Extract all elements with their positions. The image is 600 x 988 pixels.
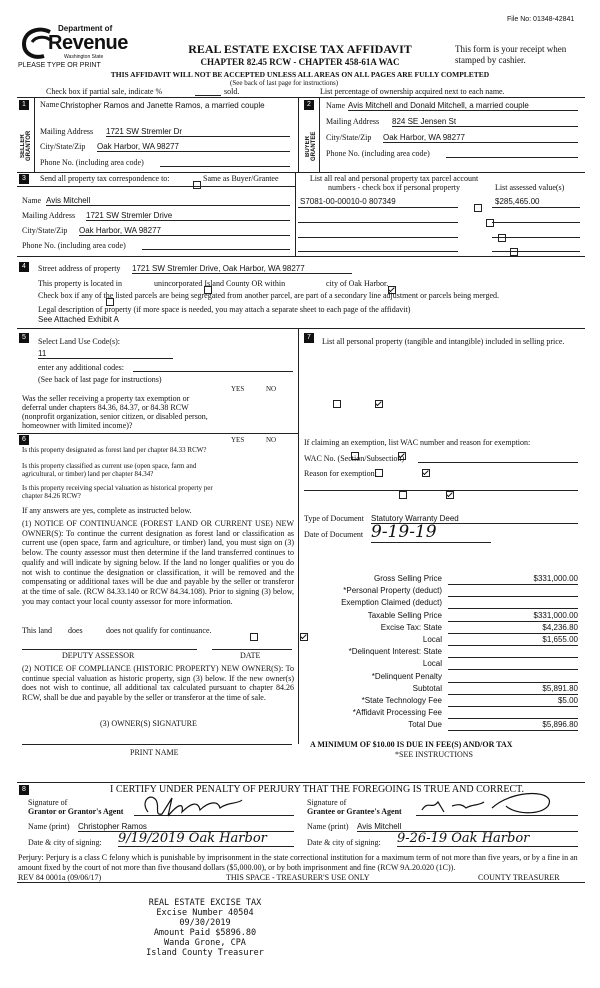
seller-phone-label: Phone No. (including area code) bbox=[40, 158, 144, 167]
form-title: REAL ESTATE EXCISE TAX AFFIDAVIT bbox=[188, 42, 412, 56]
section-8-badge: 8 bbox=[19, 785, 29, 795]
land-use-label: Select Land Use Code(s): bbox=[38, 337, 120, 346]
does-not-label: does not qualify for continuance. bbox=[106, 626, 212, 635]
tax-row-label: Excise Tax: State bbox=[380, 622, 442, 632]
print-name-label: PRINT NAME bbox=[130, 748, 179, 757]
sold-label: sold. bbox=[224, 87, 240, 96]
stamp-line: Excise Number 40504 bbox=[156, 908, 254, 918]
dor-logo bbox=[20, 22, 130, 62]
owner-signature-label: (3) OWNER(S) SIGNATURE bbox=[100, 719, 197, 728]
tax-row-value[interactable] bbox=[448, 659, 578, 670]
buyer-addr-label: Mailing Address bbox=[326, 117, 380, 126]
exemption-label: If claiming an exemption, list WAC number and reason for exemption: bbox=[304, 438, 531, 447]
section-7-badge: 7 bbox=[304, 333, 314, 343]
file-number: File No: 01348-42841 bbox=[507, 16, 575, 23]
warning: THIS AFFIDAVIT WILL NOT BE ACCEPTED UNLESS ALL AREAS ON ALL PAGES ARE FULLY COMPLETED bbox=[110, 70, 490, 79]
grantee-signature bbox=[418, 786, 568, 818]
wac-field[interactable] bbox=[418, 462, 578, 463]
located-label: This property is located in bbox=[38, 279, 122, 288]
historic-no-checkbox[interactable] bbox=[446, 491, 454, 499]
assessed-header: List assessed value(s) bbox=[495, 183, 565, 192]
same-as-buyer-label: Same as Buyer/Grantee bbox=[203, 174, 279, 183]
tax-row-value[interactable]: $5.00 bbox=[448, 696, 578, 707]
personal-property-checkbox-1[interactable] bbox=[474, 204, 482, 212]
grantee-date-city[interactable]: 9-26-19 Oak Harbor bbox=[397, 831, 578, 847]
legal-desc-label: Legal description of property (if more space is needed, you may attach a separate sheet to each page of the affidavit) bbox=[38, 305, 411, 314]
buyer-phone-label: Phone No. (including area code) bbox=[326, 149, 430, 158]
partial-sale-label: Check box if partial sale, indicate % bbox=[46, 87, 163, 96]
stamp-line: 09/30/2019 bbox=[179, 918, 231, 928]
tax-row-value[interactable] bbox=[448, 598, 578, 609]
section-1-badge: 1 bbox=[19, 100, 29, 110]
grantee-name[interactable]: Avis Mitchell bbox=[357, 822, 578, 832]
seller-name[interactable]: Christopher Ramos and Janette Ramos, a married couple bbox=[60, 101, 265, 110]
buyer-city-label: City/State/Zip bbox=[326, 133, 372, 142]
receipt-note: This form is your receipt when stamped by cashier. bbox=[455, 44, 567, 65]
current-use-no-checkbox[interactable] bbox=[422, 469, 430, 477]
reason-field[interactable] bbox=[304, 490, 578, 491]
exemption-question: Was the seller receiving a property tax exemption or deferral under chapters 84.36, 84.37, or 84.38 RCW (nonprofit organization, senior citizen, or disabled person, homeowner with limited income)? bbox=[22, 394, 208, 430]
logo-revenue: Revenue bbox=[48, 32, 128, 54]
buyer-phone[interactable] bbox=[446, 157, 578, 158]
wac-label: WAC No. (Section/Subsection) bbox=[304, 454, 405, 463]
personal-property-checkbox-3[interactable] bbox=[498, 234, 506, 242]
seller-grantor-label: SELLER GRANTOR bbox=[20, 130, 32, 162]
this-land-label: This land bbox=[22, 626, 52, 635]
sec5-yes-header: YES bbox=[231, 385, 245, 393]
city-of-label: city of Oak Harbor. bbox=[326, 279, 389, 288]
tax-row-value[interactable]: $1,655.00 bbox=[448, 635, 578, 646]
minimum-note: A MINIMUM OF $10.00 IS DUE IN FEE(S) AND/OR TAX bbox=[310, 740, 513, 749]
buyer-grantee-label: BUYER GRANTEE bbox=[305, 131, 317, 161]
perjury-statement: Perjury: Perjury is a class C felony which is punishable by imprisonment in the state correctional institution for a maximum term of not more than five years, or by a fine in an amount fixed by the court of not more than five thousand dollars ($5,000.00), or by both imprisonment and fine (RCW 9A.20.020 (1C)). bbox=[18, 853, 578, 872]
stamp-line: Amount Paid $5896.80 bbox=[153, 928, 257, 938]
legal-desc-value[interactable]: See Attached Exhibit A bbox=[38, 315, 119, 324]
form-subtitle: CHAPTER 82.45 RCW - CHAPTER 458-61A WAC bbox=[200, 57, 400, 67]
tax-row-label: Total Due bbox=[408, 720, 442, 730]
does-label: does bbox=[68, 626, 83, 635]
doc-type[interactable]: Statutory Warranty Deed bbox=[371, 514, 578, 524]
parcel-number[interactable]: S7081-00-00010-0 807349 bbox=[300, 197, 396, 206]
sec6-yes-header: YES bbox=[231, 436, 245, 444]
section-4-badge: 4 bbox=[19, 262, 29, 272]
corr-name[interactable]: Avis Mitchell bbox=[46, 196, 290, 206]
section-5-badge: 5 bbox=[19, 333, 29, 343]
sec5-no-header: NO bbox=[266, 385, 277, 393]
personal-property-checkbox-2[interactable] bbox=[486, 219, 494, 227]
street-label: Street address of property bbox=[38, 264, 121, 273]
tax-row-label: Gross Selling Price bbox=[373, 574, 442, 583]
section-6-badge: 6 bbox=[19, 435, 29, 445]
seller-phone[interactable] bbox=[160, 166, 290, 167]
tax-row-label: Subtotal bbox=[412, 683, 442, 693]
grantee-agent-label: Grantee or Grantee's Agent bbox=[307, 807, 402, 816]
assessed-value[interactable]: $285,465.00 bbox=[495, 197, 540, 206]
grantee-date-label: Date & city of signing: bbox=[307, 838, 381, 847]
doc-date[interactable]: 9-19-19 bbox=[371, 522, 491, 543]
corr-address[interactable]: 1721 SW Stremler Drive bbox=[86, 211, 290, 221]
corr-phone[interactable] bbox=[142, 249, 290, 250]
ownership-note: List percentage of ownership acquired next to each name. bbox=[320, 87, 505, 96]
historic-yes-checkbox[interactable] bbox=[399, 491, 407, 499]
certify-statement: I CERTIFY UNDER PENALTY OF PERJURY THAT THE FOREGOING IS TRUE AND CORRECT. bbox=[110, 784, 524, 795]
additional-codes-field[interactable] bbox=[133, 371, 293, 372]
tax-row-value[interactable] bbox=[448, 672, 578, 683]
corr-addr-label: Mailing Address bbox=[22, 211, 76, 220]
segregate-label: Check box if any of the listed parcels are being segregated from another parcel, are part of a secondary line adjustment or parcels being merged. bbox=[38, 291, 499, 300]
tax-row-label: *Delinquent Penalty bbox=[371, 671, 442, 681]
grantor-signature bbox=[138, 790, 258, 820]
corr-name-label: Name bbox=[22, 196, 42, 205]
seller-name-label: Name bbox=[40, 100, 60, 109]
tax-row-value[interactable]: $331,000.00 bbox=[448, 611, 578, 622]
street-address[interactable]: 1721 SW Stremler Drive, Oak Harbor, WA 98277 bbox=[132, 264, 352, 274]
additional-codes-label: enter any additional codes: bbox=[38, 363, 124, 372]
grantor-sig-label: Signature of bbox=[28, 798, 68, 807]
historic-question: Is this property receiving special valuation as historical property per chapter 84.26 RCW? bbox=[22, 484, 213, 500]
tax-row-value[interactable] bbox=[448, 708, 578, 719]
tax-row-label: *Personal Property (deduct) bbox=[343, 586, 442, 596]
does-qualify-checkbox[interactable] bbox=[250, 633, 258, 641]
corr-phone-label: Phone No. (including area code) bbox=[22, 241, 126, 250]
reason-label: Reason for exemption: bbox=[304, 469, 377, 478]
grantor-date-city[interactable]: 9/19/2019 Oak Harbor bbox=[118, 831, 294, 847]
deputy-date-label: DATE bbox=[240, 651, 261, 660]
tax-row-value[interactable] bbox=[448, 586, 578, 597]
buyer-city[interactable]: Oak Harbor, WA 98277 bbox=[383, 133, 578, 143]
doc-type-label: Type of Document bbox=[304, 514, 364, 523]
corr-city[interactable]: Oak Harbor, WA 98277 bbox=[79, 226, 290, 236]
form-revision: REV 84 0001a (09/06/17) bbox=[18, 873, 102, 882]
personal-property-label: List all personal property (tangible and intangible) included in selling price. bbox=[322, 337, 565, 346]
buyer-address[interactable]: 824 SE Jensen St bbox=[392, 117, 578, 127]
sec5-yes-checkbox[interactable] bbox=[333, 400, 341, 408]
tax-row-label: *State Technology Fee bbox=[361, 696, 442, 705]
seller-city-label: City/State/Zip bbox=[40, 142, 86, 151]
stamp-line: Island County Treasurer bbox=[146, 948, 264, 958]
grantor-name-label: Name (print) bbox=[28, 822, 70, 831]
forest-question: Is this property designated as forest land per chapter 84.33 RCW? bbox=[22, 446, 207, 454]
unincorporated-label: unincorporated Island County OR within bbox=[154, 279, 286, 288]
corr-city-label: City/State/Zip bbox=[22, 226, 68, 235]
buyer-name[interactable]: Avis Mitchell and Donald Mitchell, a married couple bbox=[348, 101, 578, 111]
current-use-question: Is this property classified as current use (open space, farm and agricultural, or timber) land per chapter 84.34? bbox=[22, 462, 197, 478]
tax-row-label: Local bbox=[422, 635, 442, 644]
section-2-badge: 2 bbox=[304, 100, 314, 110]
seller-address[interactable]: 1721 SW Stremler Dr bbox=[106, 127, 290, 137]
tax-row-value[interactable]: $5,896.80 bbox=[448, 720, 578, 731]
see-back: (See back of last page for instructions) bbox=[230, 79, 339, 87]
seller-city[interactable]: Oak Harbor, WA 98277 bbox=[97, 142, 290, 152]
tax-row-value[interactable]: $331,000.00 bbox=[448, 574, 578, 585]
treasurer-stamp bbox=[120, 898, 290, 958]
see-instructions: *SEE INSTRUCTIONS bbox=[395, 750, 474, 759]
sec5-no-checkbox[interactable] bbox=[375, 400, 383, 408]
tax-row-value[interactable] bbox=[448, 647, 578, 658]
tax-row-value[interactable]: $4,236.80 bbox=[448, 623, 578, 634]
logo-dept: Department of bbox=[58, 24, 113, 33]
tax-row-label: *Delinquent Interest: State bbox=[348, 647, 442, 657]
correspondence-label: Send all property tax correspondence to: bbox=[40, 174, 170, 183]
please-type: PLEASE TYPE OR PRINT bbox=[18, 62, 101, 69]
grantee-sig-label: Signature of bbox=[307, 798, 347, 807]
grantor-agent-label: Grantor or Grantor's Agent bbox=[28, 807, 124, 816]
land-use-code[interactable]: 11 bbox=[38, 349, 173, 359]
grantor-date-label: Date & city of signing: bbox=[28, 838, 102, 847]
sec6-no-header: NO bbox=[266, 436, 277, 444]
treasurer-space-label: THIS SPACE - TREASURER'S USE ONLY bbox=[226, 873, 370, 882]
grantor-name[interactable]: Christopher Ramos bbox=[78, 822, 294, 832]
section-3-badge: 3 bbox=[19, 174, 29, 184]
notice-compliance: (2) NOTICE OF COMPLIANCE (HISTORIC PROPERTY) NEW OWNER(S): To continue special valuation as historic property, sign (3) below. If the new owner(s) does not wish to continue, all additional tax calculated pursuant to chapter 84.26 RCW, shall be due and payable by the seller or transferor at the time of sale. bbox=[22, 664, 294, 703]
tax-row-label: *Affidavit Processing Fee bbox=[352, 708, 442, 718]
partial-sale-field[interactable] bbox=[195, 95, 221, 96]
doc-date-label: Date of Document bbox=[304, 530, 364, 539]
logo-state: Washington State bbox=[64, 54, 104, 60]
land-use-see-back: (See back of last page for instructions) bbox=[38, 375, 162, 384]
deputy-assessor-label: DEPUTY ASSESSOR bbox=[62, 651, 135, 660]
if-yes-note: If any answers are yes, complete as instructed below. bbox=[22, 506, 192, 515]
notice-continuance: (1) NOTICE OF CONTINUANCE (FOREST LAND OR CURRENT USE) NEW OWNER(S): To continue the current designation as forest land or classification as current use (open space, farm and agriculture, or timber) land, you must sign on (3) below. The county assessor must then determine if the land transferred continues to qualify and will indicate by signing below. If the land no longer qualifies or you do not wish to continue the designation or classification, it will be removed and the compensating or additional taxes will be due and payable by the seller or transferor at the time of sale. (RCW 84.33.140 or RCW 84.34.108). Prior to signing (3) below, you may contact your local county assessor for more information. bbox=[22, 519, 294, 606]
tax-row-label: Taxable Selling Price bbox=[367, 610, 442, 620]
tax-row-value[interactable]: $5,891.80 bbox=[448, 684, 578, 695]
tax-row-label: Local bbox=[422, 659, 442, 669]
grantee-name-label: Name (print) bbox=[307, 822, 349, 831]
tax-row-label: Exemption Claimed (deduct) bbox=[341, 598, 442, 608]
stamp-line: REAL ESTATE EXCISE TAX bbox=[148, 898, 262, 908]
stamp-line: Wanda Grone, CPA bbox=[164, 938, 246, 948]
parcel-header: List all real and personal property tax parcel account numbers - check box if personal property bbox=[309, 174, 479, 192]
county-treasurer-label: COUNTY TREASURER bbox=[478, 873, 560, 882]
seller-addr-label: Mailing Address bbox=[40, 127, 94, 136]
buyer-name-label: Name bbox=[326, 101, 346, 110]
